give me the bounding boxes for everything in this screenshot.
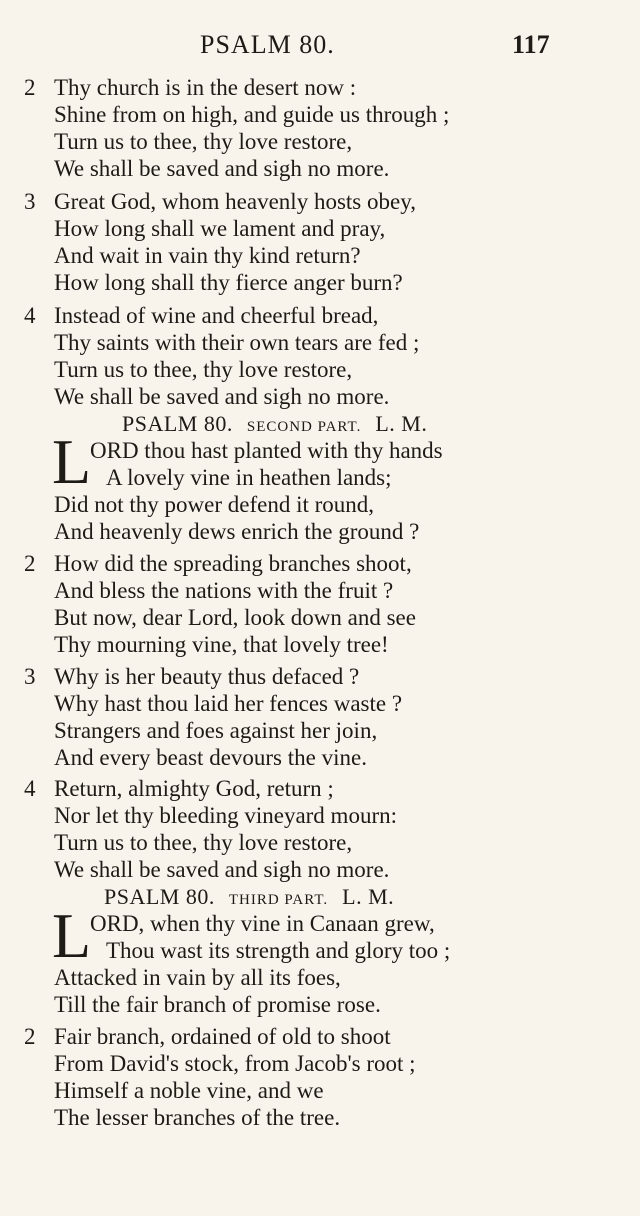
verse-line: And bless the nations with the fruit ? xyxy=(54,578,394,603)
verse-line: Why hast thou laid her fences waste ? xyxy=(54,691,403,716)
verse-line: Did not thy power defend it round, xyxy=(54,492,375,517)
verse-line: How long shall thy fierce anger burn? xyxy=(54,270,403,295)
part-psalm: PSALM 80. xyxy=(104,884,215,909)
verse-line: A lovely vine in heathen lands; xyxy=(106,465,392,490)
verse-line: The lesser branches of the tree. xyxy=(54,1105,341,1130)
verse-line: Fair branch, ordained of old to shoot xyxy=(54,1024,391,1049)
running-head xyxy=(0,30,640,70)
verse-line: Return, almighty God, return ; xyxy=(54,776,334,801)
verse-line: And every beast devours the vine. xyxy=(54,745,367,770)
verse-line: ORD thou hast planted with thy hands xyxy=(90,438,443,463)
verse-line: Turn us to thee, thy love restore, xyxy=(54,830,353,855)
stanza-number: 4 xyxy=(24,303,36,328)
stanza-number: 2 xyxy=(24,551,36,576)
verse-line: We shall be saved and sigh no more. xyxy=(54,857,390,882)
verse-line: Till the fair branch of promise rose. xyxy=(54,992,381,1017)
verse-line: Turn us to thee, thy love restore, xyxy=(54,129,353,154)
verse-line: Why is her beauty thus defaced ? xyxy=(54,664,360,689)
verse-line: Thou wast its strength and glory too ; xyxy=(106,938,451,963)
drop-cap: L xyxy=(52,900,92,971)
verse-line: But now, dear Lord, look down and see xyxy=(54,605,416,630)
verse-line: How did the spreading branches shoot, xyxy=(54,551,412,576)
verse-line: Strangers and foes against her join, xyxy=(54,718,378,743)
verse-line: Thy mourning vine, that lovely tree! xyxy=(54,632,389,657)
verse-line: Thy church is in the desert now : xyxy=(54,75,357,100)
verse-line: Instead of wine and cheerful bread, xyxy=(54,303,379,328)
running-title: PSALM 80. xyxy=(200,30,335,59)
verse-line: And wait in vain thy kind return? xyxy=(54,243,361,268)
stanza-number: 3 xyxy=(24,664,36,689)
verse-line: We shall be saved and sigh no more. xyxy=(54,384,390,409)
stanza-number: 4 xyxy=(24,776,36,801)
verse-line: How long shall we lament and pray, xyxy=(54,216,386,241)
verse-line: ORD, when thy vine in Canaan grew, xyxy=(90,911,435,936)
verse-line: Thy saints with their own tears are fed ; xyxy=(54,330,420,355)
part-psalm: PSALM 80. xyxy=(122,411,233,436)
verse-line: Turn us to thee, thy love restore, xyxy=(54,357,353,382)
stanza-number: 3 xyxy=(24,189,36,214)
page-number: 117 xyxy=(512,30,550,59)
verse-line: Attacked in vain by all its foes, xyxy=(54,965,341,990)
verse-line: From David's stock, from Jacob's root ; xyxy=(54,1051,416,1076)
stanza-number: 2 xyxy=(24,75,36,100)
verse-line: Himself a noble vine, and we xyxy=(54,1078,324,1103)
verse-line: And heavenly dews enrich the ground ? xyxy=(54,519,420,544)
verse-line: Nor let thy bleeding vineyard mourn: xyxy=(54,803,398,828)
verse-line: Shine from on high, and guide us through ; xyxy=(54,102,450,127)
verse-line: We shall be saved and sigh no more. xyxy=(54,156,390,181)
part-meter: L. M. xyxy=(375,411,428,436)
part-label: THIRD PART. xyxy=(228,892,329,908)
stanza-number: 2 xyxy=(24,1024,36,1049)
drop-cap: L xyxy=(52,426,92,497)
verse-line: Great God, whom heavenly hosts obey, xyxy=(54,189,416,214)
part-meter: L. M. xyxy=(342,884,395,909)
part-label: SECOND PART. xyxy=(246,419,362,435)
